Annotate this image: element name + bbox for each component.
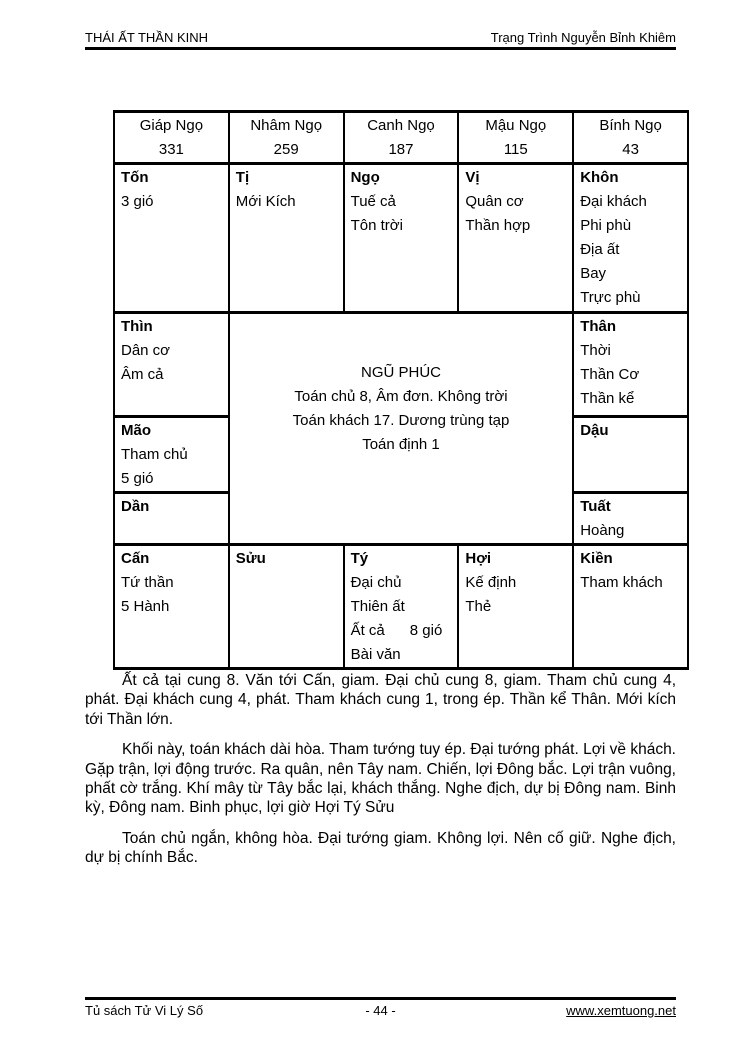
year-value: 187 [388,141,414,158]
page-header [85,30,676,45]
footer-series-title: Tủ sách Tử Vi Lý Số [85,1003,204,1018]
center-line: Toán khách 17. Dương trùng tạp [292,412,510,429]
palace-title: Ngọ [350,169,380,186]
body-text [85,671,676,879]
palace-line: Phi phù [580,217,632,234]
header-divider [85,47,676,50]
palace-line: Ất cả 8 gió [350,622,443,639]
palace-cell-ti [229,164,344,313]
palace-cell-thin [114,313,229,417]
palace-cell-kien [573,545,688,669]
palace-cell-ton [114,164,229,313]
palace-line: 3 gió [121,193,154,210]
thai-at-chart-table [113,110,689,670]
palace-title: Tị [235,169,250,186]
palace-line: Tôn trời [350,217,403,234]
body-paragraph-1: Ất cả tại cung 8. Văn tới Cấn, giam. Đại chủ cung 8, giam. Tham chủ cung 4, phát. Đại khách cung 4, phát. Tham khách cung 1, trong ép. Thần kể Thân. Mới kích tới Thần lớn. [85,672,676,728]
palace-line: Tham chủ [121,446,188,463]
year-label: Mậu Ngọ [485,117,547,134]
year-label: Nhâm Ngọ [250,117,323,134]
palace-title: Cấn [121,550,150,567]
palace-row-middle-1 [114,313,688,417]
page-footer [85,1003,676,1019]
center-line: Toán định 1 [362,436,440,453]
footer-divider [85,997,676,1000]
footer-website-link[interactable]: www.xemtuong.net [566,1003,676,1018]
palace-cell-dan [114,493,229,545]
center-cell-ngu-phuc [229,313,573,545]
palace-line: Bay [580,265,607,282]
book-title: THÁI ẤT THẦN KINH [85,30,209,45]
year-value: 331 [158,141,184,158]
palace-row-bottom [114,545,688,669]
year-column-canh-ngo [344,112,459,164]
palace-cell-than [573,313,688,417]
palace-title: Kiền [580,550,613,567]
palace-line: Mới Kích [235,193,296,210]
year-label: Canh Ngọ [367,117,435,134]
palace-line: 5 gió [121,470,154,487]
palace-line: Âm cả [121,366,164,383]
palace-cell-ngo [344,164,459,313]
year-header-row [114,112,688,164]
palace-title: Tốn [121,169,149,186]
palace-title: Hợi [465,550,492,567]
palace-line: Hoàng [580,522,625,539]
palace-line: Đại chủ [350,574,402,591]
palace-cell-ty [344,545,459,669]
year-column-binh-ngo [573,112,688,164]
palace-line: Thần hợp [465,217,531,234]
year-column-nham-ngo [229,112,344,164]
palace-line: Thiên ất [350,598,405,615]
palace-title: Dần [121,498,150,515]
palace-line: Dân cơ [121,342,171,359]
year-value: 259 [273,141,299,158]
palace-line: Kế định [465,574,517,591]
palace-line: Bài văn [350,646,401,663]
palace-line: Tham khách [580,574,663,591]
year-value: 43 [622,141,639,158]
palace-line: Thần kể [580,390,635,407]
author-name: Trạng Trình Nguyễn Bỉnh Khiêm [490,30,676,45]
palace-cell-dau [573,417,688,493]
palace-cell-khon [573,164,688,313]
palace-line: Tuế cả [350,193,396,210]
palace-row-top [114,164,688,313]
palace-line: Quân cơ [465,193,524,210]
palace-line: Thời [580,342,611,359]
palace-cell-mao [114,417,229,493]
palace-title: Thân [580,318,617,335]
palace-title: Mão [121,422,151,439]
palace-cell-suu [229,545,344,669]
palace-title: Khôn [580,169,619,186]
palace-line: Trực phù [580,289,641,306]
palace-line: Đại khách [580,193,647,210]
year-label: Bính Ngọ [599,117,662,134]
palace-line: Địa ất [580,241,620,258]
palace-cell-can [114,545,229,669]
center-line: Toán chủ 8, Âm đơn. Không trời [294,388,508,405]
body-paragraph-2: Khối này, toán khách dài hòa. Tham tướng tuy ép. Đại tướng phát. Lợi về khách. Gặp trận, lợi động trước. Ra quân, nên Tây nam. Chiến, lợi Đông bắc. Lợi trận vuông, phất cờ trắng. Khí mây từ Tây bắc lại, khách thắng. Nghe địch, dự bị Đông nam. Binh kỳ, Đông nam. Binh phục, lợi giờ Hợi Tý Sửu [85,741,676,817]
palace-line: Thần Cơ [580,366,640,383]
year-value: 115 [503,141,528,158]
palace-cell-hoi [458,545,573,669]
palace-title: Tý [350,550,369,567]
body-paragraph-3: Toán chủ ngắn, không hòa. Đại tướng giam. Không lợi. Nên cố giữ. Nghe địch, dự bị chính Bắc. [85,829,676,867]
year-column-giap-ngo [114,112,229,164]
page-number: - 44 - [365,1003,396,1018]
year-column-mau-ngo [458,112,573,164]
palace-cell-vi [458,164,573,313]
palace-title: Thìn [121,318,153,335]
palace-line: Tứ thần [121,574,174,591]
palace-title: Tuất [580,498,611,515]
palace-line: Thẻ [465,598,492,615]
palace-title: Sửu [235,550,266,567]
palace-title: Dậu [580,422,609,439]
year-label: Giáp Ngọ [139,117,204,134]
center-title: NGŨ PHÚC [360,364,441,381]
palace-title: Vị [465,169,480,186]
palace-cell-tuat [573,493,688,545]
palace-line: 5 Hành [121,598,170,615]
